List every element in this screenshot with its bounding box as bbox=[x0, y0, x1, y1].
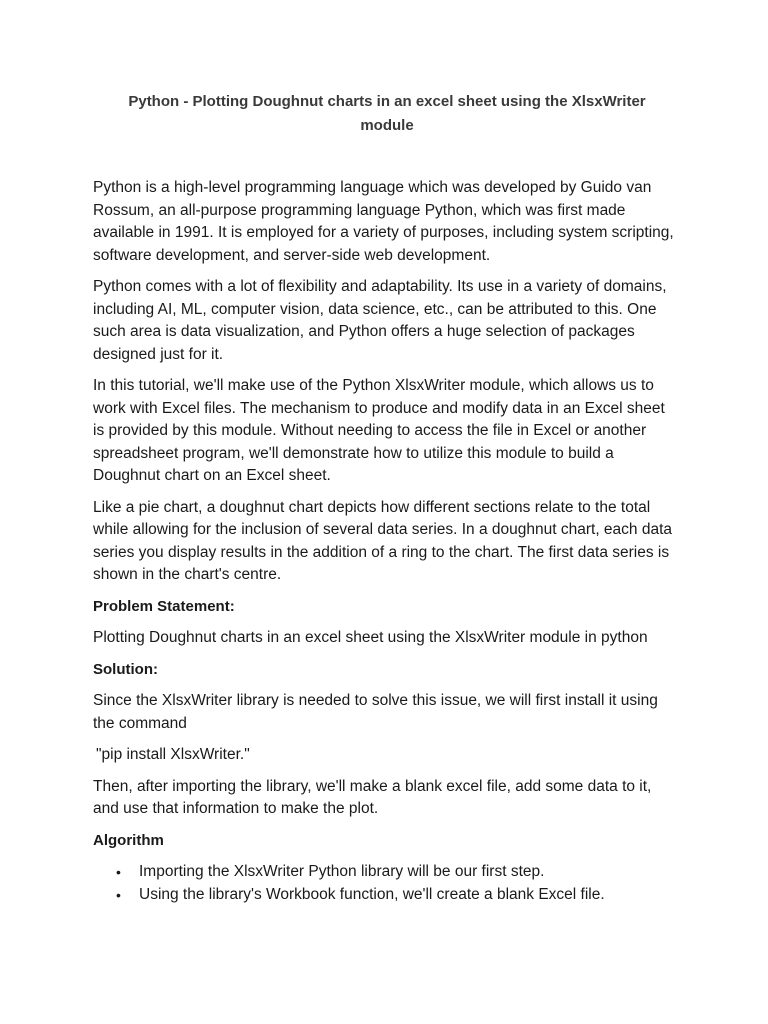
doughnut-description-paragraph: Like a pie chart, a doughnut chart depicts how different sections relate to the total while allowing for the inclusion of several data series. In a doughnut chart, each data series you display results in the addition of a ring to the chart. The first data series is shown in the chart's centre. bbox=[93, 498, 673, 583]
list-item bbox=[93, 861, 675, 884]
intro-paragraph: Python is a high-level programming language which was developed by Guido van Rossum, an all-purpose programming language Python, which was first made available in 1991. It is employed for a variety of purposes, including system scripting, software development, and server-side web development. bbox=[93, 179, 674, 264]
algorithm-step-text: Importing the XlsxWriter Python library will be our first step. bbox=[139, 863, 545, 880]
algorithm-heading: Algorithm bbox=[93, 831, 164, 849]
solution-heading: Solution: bbox=[93, 660, 158, 678]
solution-followup: Then, after importing the library, we'll make a blank excel file, add some data to it, and use that information to make the plot. bbox=[93, 777, 652, 817]
algorithm-step-text: Using the library's Workbook function, we'll create a blank Excel file. bbox=[139, 885, 605, 903]
document-title: Python - Plotting Doughnut charts in an excel sheet using the XlsxWriter module bbox=[128, 93, 646, 134]
install-command: "pip install XlsxWriter." bbox=[96, 746, 250, 763]
problem-statement-heading: Problem Statement: bbox=[93, 597, 235, 615]
flexibility-paragraph: Python comes with a lot of flexibility and adaptability. Its use in a variety of domains, including AI, ML, computer vision, data science, etc., can be attributed to this. One such area is data visualization, and Python offers a huge selection of packages designed just for it. bbox=[93, 278, 667, 363]
algorithm-steps-list bbox=[93, 861, 675, 906]
list-item bbox=[93, 884, 675, 907]
bullet-icon: • bbox=[116, 886, 121, 903]
solution-text: Since the XlsxWriter library is needed to solve this issue, we will first install it using the command bbox=[93, 692, 658, 732]
problem-statement-text: Plotting Doughnut charts in an excel sheet using the XlsxWriter module in python bbox=[93, 629, 648, 646]
bullet-icon: • bbox=[116, 864, 121, 880]
document-page bbox=[93, 90, 675, 906]
tutorial-paragraph: In this tutorial, we'll make use of the Python XlsxWriter module, which allows us to work with Excel files. The mechanism to produce and modify data in an Excel sheet is provided by this module. Without needing to access the file in Excel or another spreadsheet program, we'll demonstrate how to utilize this module to build a Doughnut chart on an Excel sheet. bbox=[93, 377, 665, 484]
